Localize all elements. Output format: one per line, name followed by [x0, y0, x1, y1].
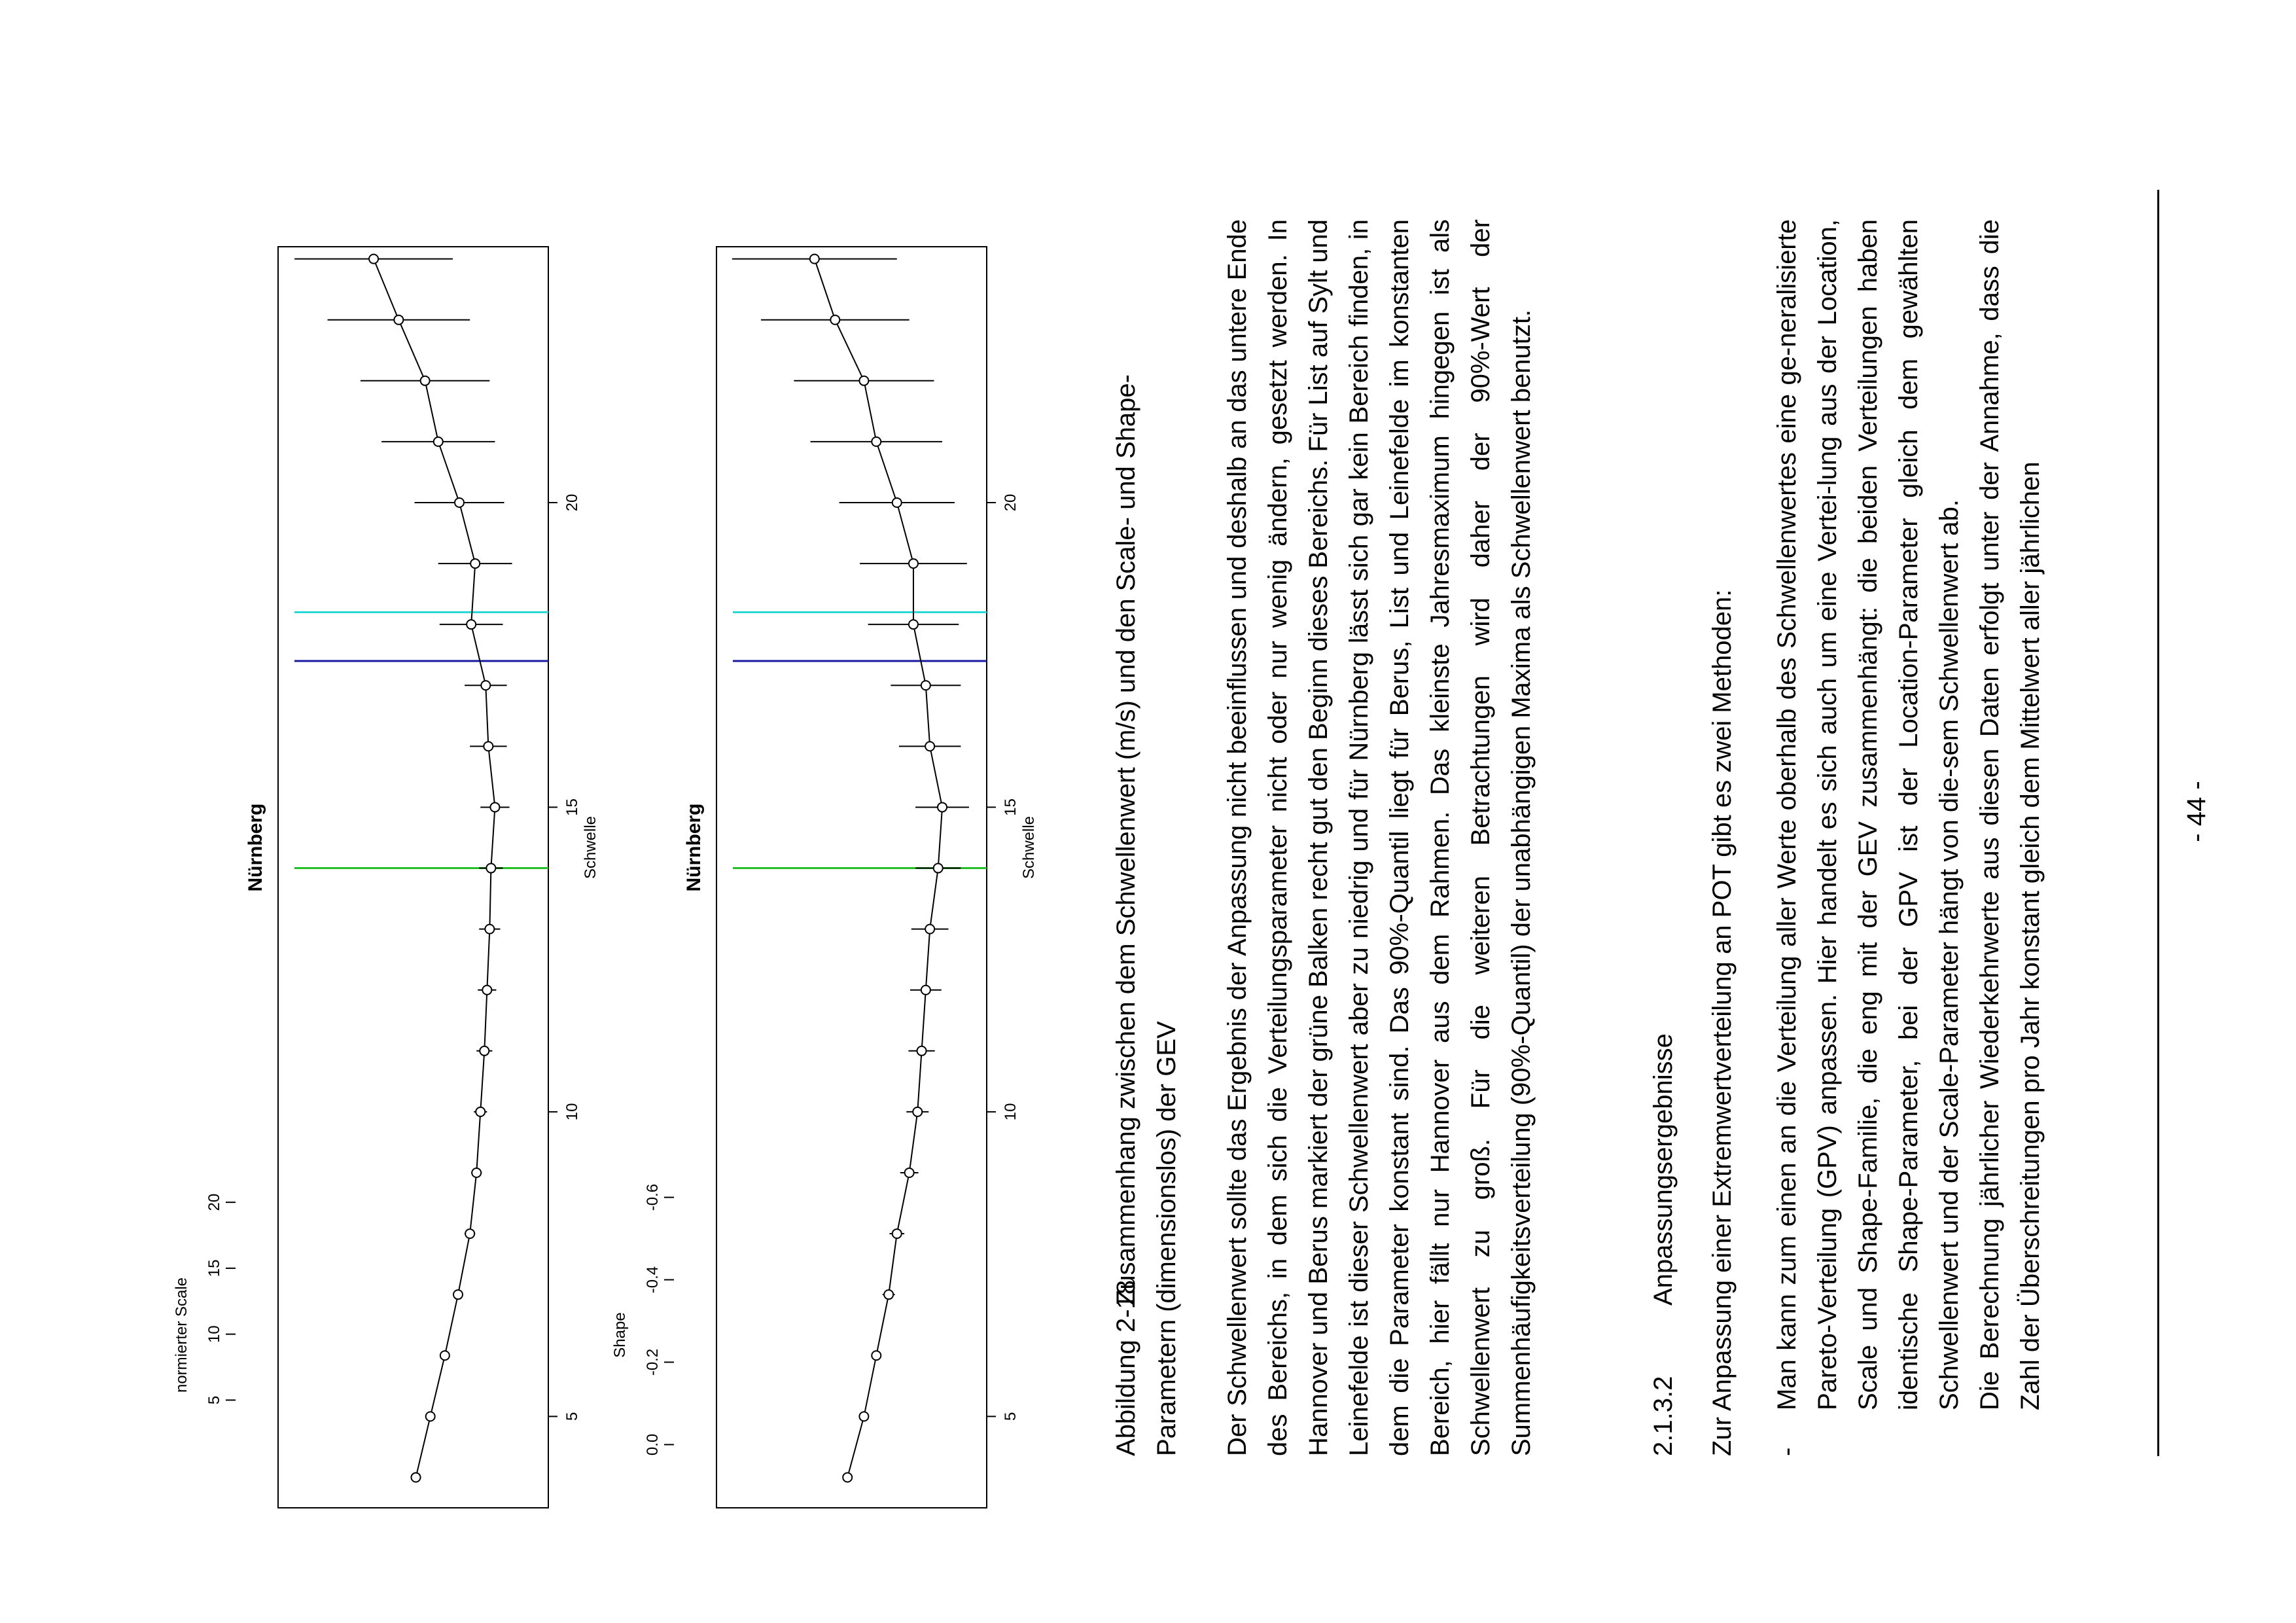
data-point — [810, 255, 819, 264]
data-point — [482, 986, 491, 995]
y-tick-label: 15 — [205, 1259, 223, 1277]
data-point — [925, 925, 934, 934]
data-point — [480, 1046, 489, 1056]
y-axis-label: Shape — [611, 1312, 629, 1358]
data-point — [453, 1290, 463, 1299]
shape-chart — [674, 245, 1040, 1508]
data-point — [369, 255, 378, 264]
data-point — [925, 741, 934, 751]
scale-chart — [236, 245, 602, 1508]
data-point — [455, 498, 464, 507]
data-point — [465, 1229, 474, 1238]
section-number: 2.1.3.2 — [1649, 1376, 1678, 1456]
data-point — [938, 802, 947, 812]
data-point — [913, 1107, 922, 1116]
data-point — [440, 1351, 450, 1360]
data-point — [412, 1472, 421, 1482]
data-point — [470, 559, 480, 568]
y-tick-label: 20 — [205, 1193, 223, 1211]
data-point — [909, 559, 918, 568]
caption-text-line1: Zusammenhang zwischen dem Schwellenwert (m/s) und den Scale- und Shape- — [1112, 374, 1140, 1306]
bullet-text-continued: Die Berechnung jährlicher Wiederkehrwerte aus diesen Daten erfolgt unter der Annahme, dass die Zahl der Überschreitungen pro Jahr konstant gleich dem Mittelwert aller jährlichen — [1975, 219, 2045, 1410]
page-number: - 44 - — [2182, 781, 2211, 842]
threshold-lines — [294, 613, 548, 868]
y-tick-label: 0.0 — [644, 1433, 662, 1456]
x-axis — [548, 494, 581, 1421]
chart-title: Nürnberg — [683, 803, 705, 892]
caption-number: Abbildung 2-18 — [1112, 1279, 1140, 1456]
footer-rule — [2157, 190, 2159, 1456]
data-point — [872, 1351, 881, 1360]
chart-title: Nürnberg — [245, 803, 266, 892]
data-point — [490, 802, 499, 812]
x-tick-label: 15 — [1002, 798, 1019, 816]
shape-y-axis — [605, 245, 674, 1508]
data-point — [884, 1290, 893, 1299]
data-point — [909, 620, 918, 629]
data-point — [472, 1168, 481, 1177]
y-tick-label: -0.4 — [644, 1266, 662, 1294]
x-tick-label: 20 — [1002, 493, 1019, 512]
y-tick-label: -0.2 — [644, 1348, 662, 1376]
scale-chart-svg — [236, 245, 602, 1508]
y-tick-label: 10 — [205, 1325, 223, 1344]
data-point — [481, 681, 490, 690]
data-point — [917, 1046, 927, 1056]
y-tick-label: 5 — [205, 1395, 223, 1405]
caption-text-line2: Parametern (dimensionslos) der GEV — [1152, 1021, 1181, 1456]
x-tick-label: 10 — [1002, 1103, 1019, 1121]
data-point — [485, 925, 494, 934]
shape-chart-svg — [674, 245, 1040, 1508]
data-point — [467, 620, 476, 629]
plot-frame — [278, 247, 548, 1508]
x-axis-label: Schwelle — [582, 815, 599, 880]
data-point — [892, 498, 902, 507]
data-point — [843, 1472, 852, 1482]
data-point — [426, 1412, 435, 1421]
data-point — [921, 681, 930, 690]
data-point — [859, 1412, 868, 1421]
x-tick-label: 20 — [563, 493, 581, 512]
x-tick-label: 5 — [563, 1412, 581, 1421]
data-point — [859, 376, 868, 385]
data-point — [476, 1107, 485, 1116]
x-tick-label: 10 — [563, 1103, 581, 1121]
data-point — [892, 1229, 902, 1238]
data-point — [934, 864, 943, 873]
x-axis — [987, 494, 1019, 1421]
bullet-text: Man kann zum einen an die Verteilung aller Werte oberhalb des Schwellenwertes eine ge-neralisierte Pareto-Verteilung (GPV) anpassen. Hier handelt es sich auch um eine Vertei-lung aus der Location, Scale und Shape-Familie, die eng mit der GEV zusammenhängt: die beiden Verteilungen haben identische Shape-Parameter, bei der GPV ist der Location-Parameter gleich dem gewählten Schwellenwert und der Scale-Parameter hängt von die-sem Schwellenwert ab. — [1773, 219, 1964, 1410]
y-tick-label: -0.6 — [644, 1183, 662, 1211]
y-axis-label: normierter Scale — [173, 1277, 190, 1393]
data-point — [872, 437, 881, 446]
data-point — [421, 376, 430, 385]
data-point — [434, 437, 443, 446]
x-axis-label: Schwelle — [1020, 815, 1038, 880]
data-point — [394, 315, 403, 325]
data-point — [484, 741, 493, 751]
paragraph-threshold: Der Schwellenwert sollte das Ergebnis der Anpassung nicht beeinflussen und deshalb an das untere Ende des Bereichs, in dem sich die Verteilungsparameter nicht oder nur wenig ändern, gesetzt werden. In Hannover und Berus markiert der grüne Balken recht gut den Beginn dieses Bereichs. Für List auf Sylt und Leinefelde ist dieser Schwellenwert aber zu niedrig und für Nürnberg lässt sich gar kein Bereich finden, in dem die Parameter konstant sind. Das 90%-Quantil liegt für Berus, List und Leinefelde im konstanten Bereich, hier fällt nur Hannover aus dem Rahmen. Das kleinste Jahresmaximum hingegen ist als Schwellenwert zu groß. Für die weiteren Betrachtungen wird daher der 90%-Wert der Summenhäufigkeitsverteilung (90%-Quantil) der unabhängigen Maxima als Schwellenwert benutzt. — [1223, 219, 1536, 1456]
data-point — [830, 315, 839, 325]
threshold-lines — [733, 613, 987, 868]
intro-text: Zur Anpassung einer Extremwertverteilung an POT gibt es zwei Methoden: — [1708, 589, 1737, 1456]
section-title: Anpassungsergebnisse — [1649, 1033, 1678, 1306]
x-tick-label: 5 — [1002, 1412, 1019, 1421]
scale-y-axis — [167, 245, 236, 1508]
bullet-dash: - — [1773, 1447, 1801, 1456]
body-paragraph — [1217, 219, 1542, 1456]
data-point — [905, 1168, 914, 1177]
x-tick-label: 15 — [563, 798, 581, 816]
data-point — [921, 986, 930, 995]
data-point — [486, 864, 495, 873]
plot-frame — [716, 247, 987, 1508]
